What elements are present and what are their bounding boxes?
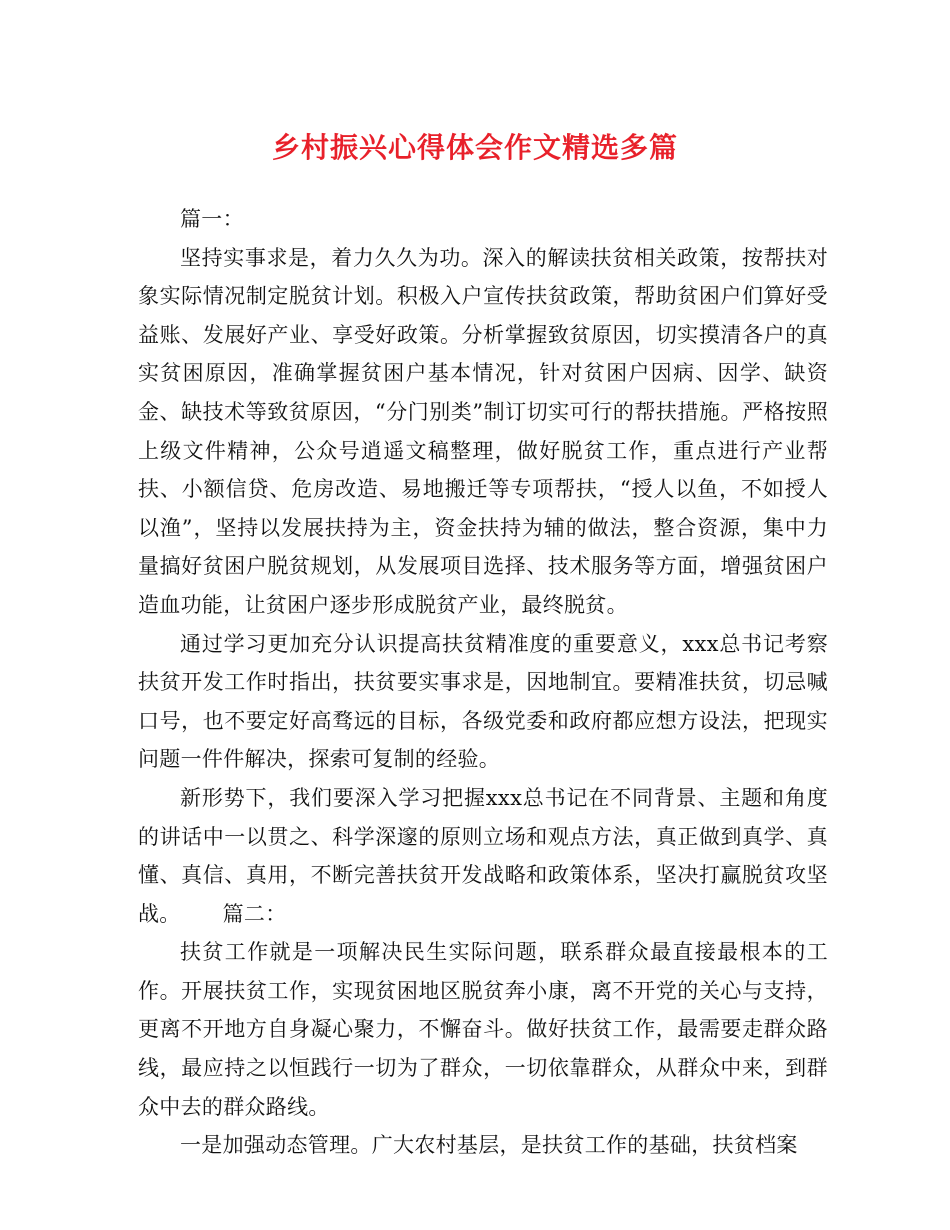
paragraph-5: 一是加强动态管理。广大农村基层，是扶贫工作的基础，扶贫档案 [180,1133,798,1158]
section-two-heading: 篇二： [222,901,287,926]
section-one-heading: 篇一： [180,207,244,231]
paragraph-3 [138,779,828,933]
document-body [138,200,828,1165]
paragraph-1: 坚持实事求是，着力久久为功。深入的解读扶贫相关政策，按帮扶对象实际情况制定脱贫计划。积极入户宣传扶贫政策，帮助贫困户们算好受益账、发展好产业、享受好政策。分析掌握致贫原因，切实摸清各户的真实贫困原因，准确掌握贫困户基本情况，针对贫困户因病、因学、缺资金、缺技术等致贫原因，“分门别类”制订切实可行的帮扶措施。严格按照上级文件精神，公众号逍遥文稿整理，做好脱贫工作，重点进行产业帮扶、小额信贷、危房改造、易地搬迁等专项帮扶，“授人以鱼，不如授人以渔”，坚持以发展扶持为主，资金扶持为辅的做法，整合资源，集中力量搞好贫困户脱贫规划，从发展项目选择、技术服务等方面，增强贫困户造血功能，让贫困户逐步形成脱贫产业，最终脱贫。 [138,245,828,617]
paragraph-2: 通过学习更加充分认识提高扶贫精准度的重要意义，xxx总书记考察扶贫开发工作时指出，扶贫要实事求是，因地制宜。要精准扶贫，切忌喊口号，也不要定好高骛远的目标，各级党委和政府都应想方设法，把现实问题一件件解决，探索可复制的经验。 [138,631,828,772]
document-title: 乡村振兴心得体会作文精选多篇 [271,131,678,164]
paragraph-4: 扶贫工作就是一项解决民生实际问题，联系群众最直接最根本的工作。开展扶贫工作，实现贫困地区脱贫奔小康，离不开党的关心与支持，更离不开地方自身凝心聚力，不懈奋斗。做好扶贫工作，最需要走群众路线，最应持之以恒践行一切为了群众，一切依靠群众，从群众中来，到群众中去的群众路线。 [138,940,828,1119]
paragraph-3-text: 新形势下，我们要深入学习把握xxx总书记在不同背景、主题和角度的讲话中一以贯之、科学深邃的原则立场和观点方法，真正做到真学、真懂、真信、真用，不断完善扶贫开发战略和政策体系，坚决打赢脱贫攻坚战。 [138,785,828,926]
